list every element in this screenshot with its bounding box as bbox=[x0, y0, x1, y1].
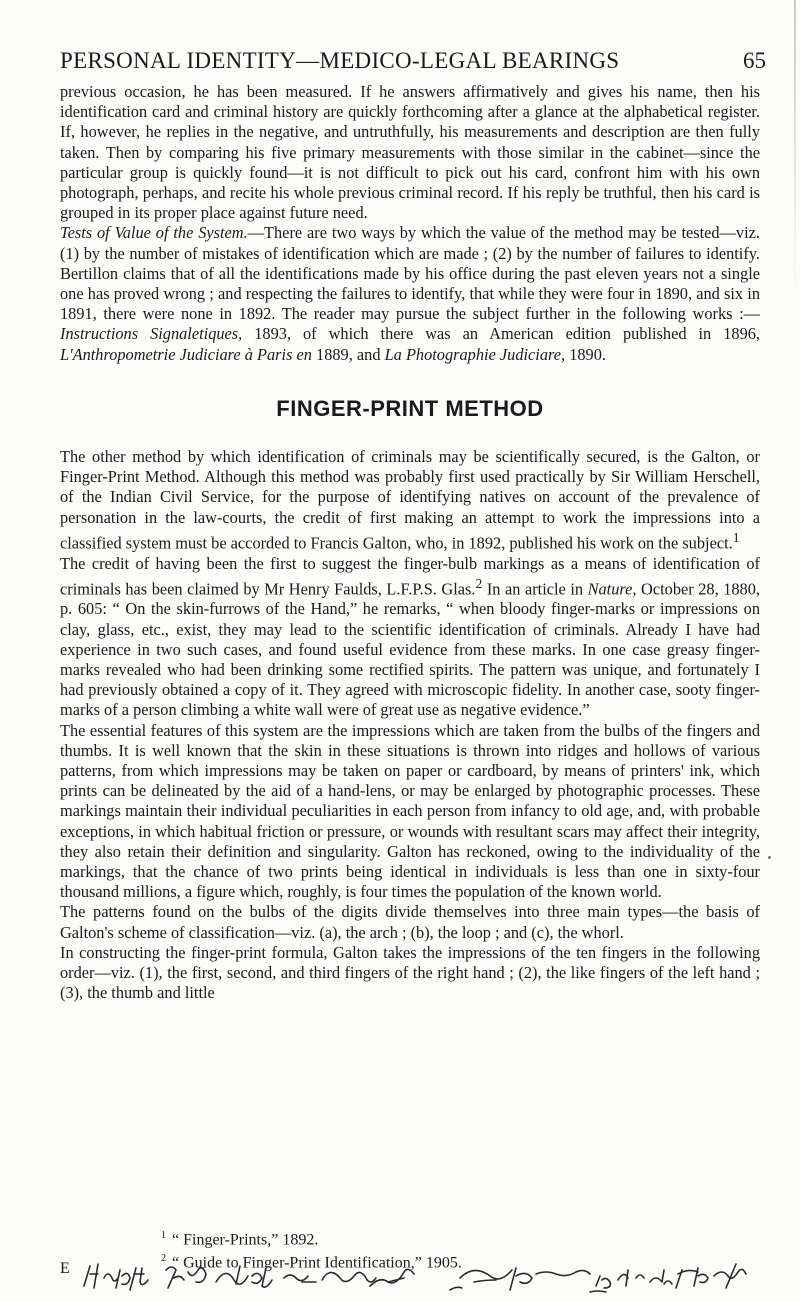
work-title: La Photographie Judiciare, bbox=[384, 344, 566, 364]
running-title: PERSONAL IDENTITY—MEDICO-LEGAL BEARINGS bbox=[60, 48, 620, 73]
footnote: $^2$ “ Guide to Finger-Print Identification,” 1905. bbox=[161, 1253, 462, 1272]
run-in-heading: Tests of Value of the System. bbox=[60, 223, 248, 243]
work-title: Instructions Signaletiques, bbox=[60, 324, 243, 344]
paragraph-pattern-types: The patterns found on the bulbs of the digits divide themselves into three main types—the basis of Galton's scheme of classification—viz. (a), the arch ; (b), the loop ; and (c), the whorl. bbox=[60, 902, 760, 942]
paragraph-faulds: The credit of having been the first to suggest the finger-bulb markings as a means of identification of criminals has been claimed by Mr Henry Faulds, L.F.P.S. Glas.$^2$ In an article in Nature, October 28, 1880, p. 605: “ On the skin-furrows of the Hand,” he remarks, “ when bloody finger-marks or impressions on clay, glass, etc., exist, they may lead to the scientific identification of criminals. Already I have had experience in two such cases, and found useful evidence from these marks. In one case greasy finger-marks revealed who had been drinking some rectified spirits. The pattern was unique, and fortunately I had previously obtained a copy of it. They agreed with microscopic fidelity. In another case, sooty finger-marks of a person climbing a white wall were of great use as negative evidence.” bbox=[60, 553, 760, 720]
page-number: 65 bbox=[743, 48, 766, 73]
signature-mark: E bbox=[60, 1260, 70, 1277]
running-head bbox=[0, 0, 800, 80]
paragraph-finger-print-intro: The other method by which identification of criminals may be scientifically secured, is the Galton, or Finger-Print Method. Although this method was probably first used practically by Sir William Herschell, of the Indian Civil Service, for the purpose of identifying natives on account of the prevalence of personation in the law-courts, the credit of first making an attempt to work the impressions into a classified system must be accorded to Francis Galton, who, in 1892, published his work on the subject.$^1$ bbox=[60, 447, 760, 553]
paragraph-tests-of-value: Tests of Value of the System.—There are two ways by which the value of the method may be tested—viz. (1) by the number of mistakes of identification which are made ; (2) by the number of failures to identify. Bertillon claims that of all the identifications made by his office during the past eleven years not a single one has proved wrong ; and respecting the failures to identify, that while they were four in 1890, and six in 1891, there were none in 1892. The reader may pursue the subject further in the following works :—Instructions Signaletiques, 1893, of which there was an American edition published in 1896, L'Anthropometrie Judiciare à Paris en 1889, and La Photographie Judiciare, 1890. bbox=[60, 223, 760, 364]
paragraph-formula: In constructing the finger-print formula, Galton takes the impressions of the ten fingers in the following order—viz. (1), the first, second, and third fingers of the right hand ; (2), the like fingers of the left hand ; (3), the thumb and little bbox=[60, 942, 760, 1003]
handwritten-annotation bbox=[70, 1256, 770, 1296]
footnote: $^1$ “ Finger-Prints,” 1892. bbox=[161, 1230, 319, 1249]
footnote-ref: 1 bbox=[732, 529, 740, 545]
margin-speck bbox=[768, 856, 771, 859]
work-title: L'Anthropometrie Judiciare à Paris en bbox=[60, 344, 312, 364]
body-text bbox=[60, 82, 760, 1003]
page-edge-shadow bbox=[794, 0, 796, 300]
paragraph-continued: previous occasion, he has been measured. If he answers affirmatively and gives his name, then his identification card and criminal history are quickly forthcoming after a glance at the alphabetical register. If, however, he replies in the negative, and untruthfully, his measurements and description are then fully taken. Then by comparing his five primary measurements with those similar in the cabinet—since the particular group is quickly found—it is not difficult to pick out his card, confront him with his own photograph, perhaps, and recite his whole previous criminal record. If his reply be truthful, then his card is grouped in its proper place against future need. bbox=[60, 82, 760, 223]
section-heading: FINGER-PRINT METHOD bbox=[276, 395, 544, 421]
footnote-ref: 2 bbox=[475, 575, 483, 591]
journal-title: Nature, bbox=[587, 579, 637, 599]
paragraph-essential-features: The essential features of this system are the impressions which are taken from the bulbs of the fingers and thumbs. It is well known that the skin in these situations is thrown into ridges and hollows of various patterns, from which impressions may be taken on paper or cardboard, by means of printers' ink, which prints can be delineated by the aid of a hand-lens, or may be enlarged by photographic processes. These markings maintain their individual peculiarities in each person from infancy to old age, and, with probable exceptions, in which habitual friction or pressure, or wounds with resultant scars may affect their integrity, they also retain their definition and singularity. Galton has reckoned, owing to the individuality of the markings, that the chance of two prints being identical in individuals is less than one in sixty-four thousand millions, a figure which, roughly, is four times the population of the known world. bbox=[60, 720, 760, 902]
